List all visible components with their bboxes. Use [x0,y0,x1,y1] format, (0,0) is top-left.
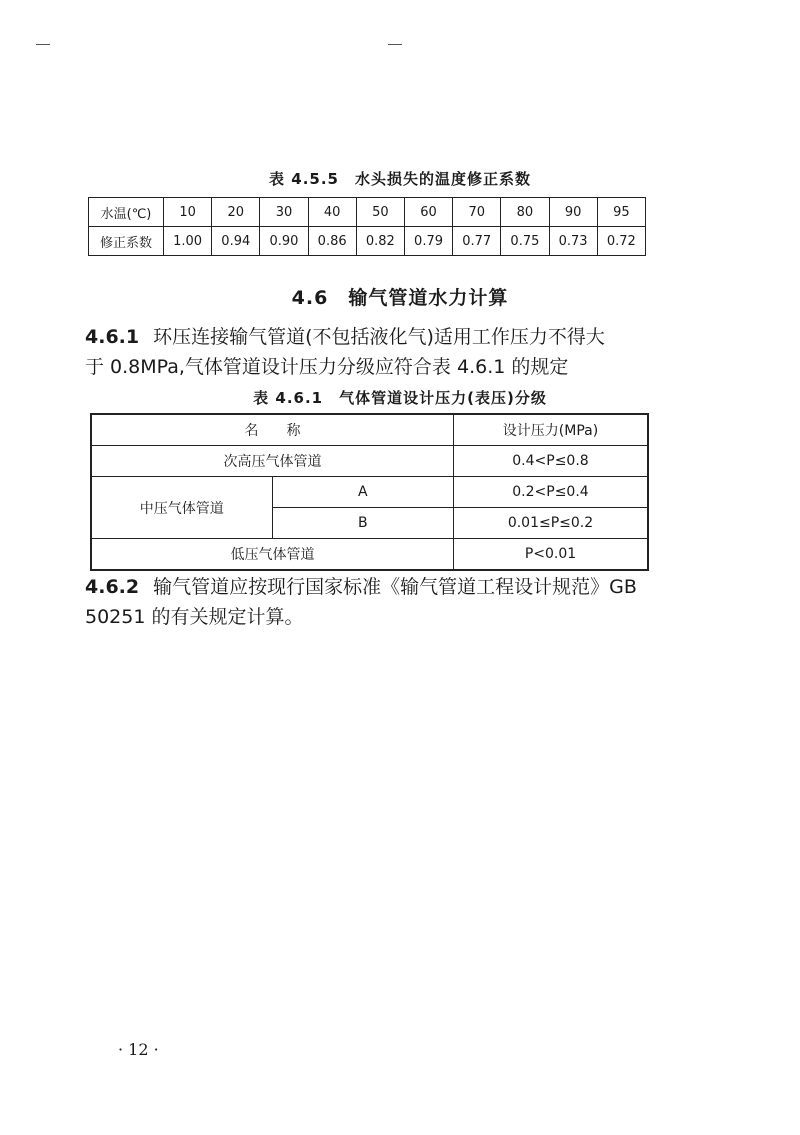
temperature-cell: 95 [597,198,645,227]
temperature-cell: 20 [212,198,260,227]
table-row [91,539,648,571]
section-heading: 4.6 输气管道水力计算 [291,287,509,309]
clause-number: 4.6.1 [85,326,140,348]
row-label-coefficient: 修正系数 [89,227,164,256]
table-header-row [91,414,648,446]
row-name: 中压气体管道 [91,477,272,539]
grade-cell: A [272,477,453,508]
header-pressure: 设计压力(MPa) [453,414,648,446]
clause-461 [85,322,660,382]
page-number: · 12 · [118,1040,159,1059]
temperature-cell: 80 [501,198,549,227]
clause-461-line-2: 于 0.8MPa,气体管道设计压力分级应符合表 4.6.1 的规定 [85,356,569,378]
row-pressure: 0.01≤P≤0.2 [453,508,648,539]
row-pressure: 0.4<P≤0.8 [453,446,648,477]
table-455-caption: 表 4.5.5 水头损失的温度修正系数 [269,170,531,188]
temperature-cell: 50 [356,198,404,227]
coefficient-cell: 0.79 [404,227,452,256]
temperature-cell: 40 [308,198,356,227]
table-row [89,198,646,227]
table-row [91,446,648,477]
clause-text: 输气管道应按现行国家标准《输气管道工程设计规范》GB [153,576,637,598]
pressure-classification-table [90,413,649,571]
clause-461-line-1 [85,322,660,352]
coefficient-cell: 0.94 [212,227,260,256]
row-pressure: 0.2<P≤0.4 [453,477,648,508]
coefficient-cell: 0.82 [356,227,404,256]
temperature-cell: 70 [453,198,501,227]
temperature-cell: 90 [549,198,597,227]
row-pressure: P<0.01 [453,539,648,571]
clause-462-line-1 [85,572,660,602]
clause-462 [85,572,660,632]
coefficient-cell: 0.77 [453,227,501,256]
coefficient-cell: 1.00 [164,227,212,256]
coefficient-cell: 0.73 [549,227,597,256]
clause-number: 4.6.2 [85,576,140,598]
temperature-cell: 60 [404,198,452,227]
coefficient-cell: 0.75 [501,227,549,256]
clause-462-line-2: 50251 的有关规定计算。 [85,606,304,628]
row-name: 次高压气体管道 [91,446,453,477]
row-label-temperature: 水温(℃) [89,198,164,227]
coefficient-cell: 0.90 [260,227,308,256]
scan-mark [388,44,402,45]
table-row [91,477,648,508]
temperature-correction-table [88,197,646,256]
coefficient-cell: 0.86 [308,227,356,256]
grade-cell: B [272,508,453,539]
scan-mark [36,44,50,45]
header-name: 名 称 [91,414,453,446]
table-row [89,227,646,256]
row-name: 低压气体管道 [91,539,453,571]
coefficient-cell: 0.72 [597,227,645,256]
temperature-cell: 10 [164,198,212,227]
table-461-caption: 表 4.6.1 气体管道设计压力(表压)分级 [253,389,547,407]
temperature-cell: 30 [260,198,308,227]
clause-text: 环压连接输气管道(不包括液化气)适用工作压力不得大 [153,326,605,348]
